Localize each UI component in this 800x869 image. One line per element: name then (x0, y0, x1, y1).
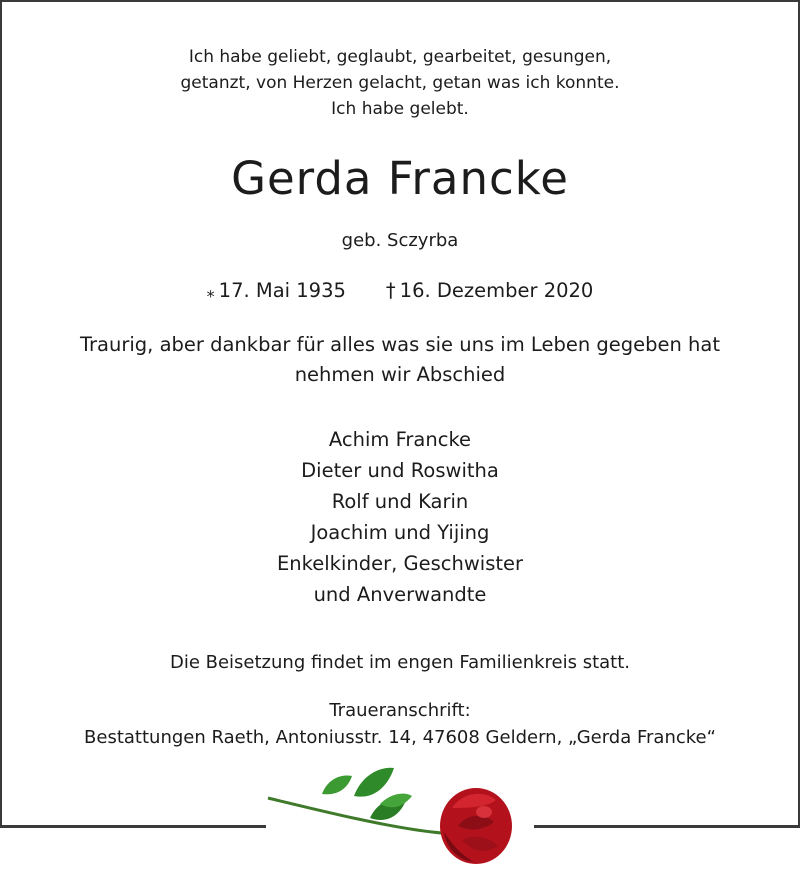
red-rose-icon (262, 756, 538, 869)
motto-line: Ich habe geliebt, geglaubt, gearbeitet, gesungen, (188, 47, 612, 67)
mourner-item: Rolf und Karin (331, 490, 469, 513)
mourner-item: Achim Francke (328, 428, 472, 451)
frame-top-border (0, 0, 800, 2)
mourner-item: Dieter und Roswitha (301, 459, 499, 482)
birth-name: geb. Sczyrba (341, 230, 459, 251)
frame-bottom-border-left (0, 825, 266, 828)
address-label: Traueranschrift: (329, 700, 471, 721)
farewell-line: Traurig, aber dankbar für alles was sie uns im Leben gegeben hat (79, 333, 721, 356)
born-date: 17. Mai 1935 (218, 279, 346, 302)
life-dates (0, 276, 800, 307)
farewell-line: nehmen wir Abschied (294, 363, 506, 386)
address-text: Bestattungen Raeth, Antoniusstr. 14, 47608 Geldern, „Gerda Francke“ (84, 727, 716, 748)
mourner-item: Enkelkinder, Geschwister (276, 552, 524, 575)
motto-line: Ich habe gelebt. (331, 99, 469, 119)
burial-note: Die Beisetzung findet im engen Familienkreis statt. (169, 652, 631, 673)
mourner-item: Joachim und Yijing (310, 521, 490, 544)
cross-icon: † (385, 279, 396, 302)
born-symbol-icon: ⁎ (206, 282, 215, 301)
died-date: 16. Dezember 2020 (399, 279, 594, 302)
frame-bottom-border-right (534, 825, 800, 828)
mourner-item: und Anverwandte (313, 583, 487, 606)
motto-line: getanzt, von Herzen gelacht, getan was ich konnte. (180, 73, 620, 93)
deceased-name: Gerda Francke (231, 152, 569, 205)
